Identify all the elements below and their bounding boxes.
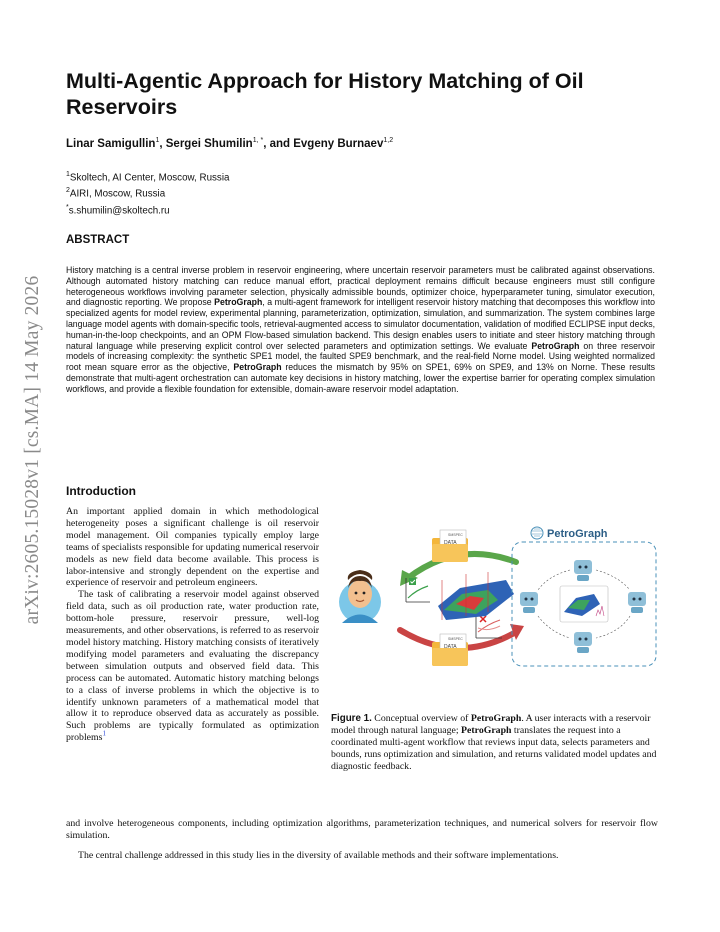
abstract-heading: ABSTRACT [66,234,130,246]
system-name: PetroGraph [461,724,512,736]
author-name: Evgeny Burnaev [293,137,384,150]
data-folder-icon [432,634,468,666]
abstract-text: , a multi-agent framework for intelligent reservoir history matching that decomposes this workflow into specialized agents for model review, experimental planning, parameterization, optimization, simulation, and summarization. The system combines large language model agents with domain-specific tools, retrieval-augmented access to simulator documentation, validation of modified ECLIPSE input decks, human-in-the-loop checkpoints, and an OPM Flow-based simulation backend. This design enables users to initiate and steer history matching through natural language while preserving explicit control over selected parameters and optimization settings. We evaluate [66,297,655,351]
abstract-text: History matching is a central inverse problem in reservoir engineering, where uncertain reservoir parameters must be calibrated against observations. Although automated history matching can reduce manual effort, practical deployment remains difficult because engineers must still configure heterogeneous workflows involving parameter selection, physically admissible bounds, optimizer choice, hyperparameter tuning, simulator execution, and diagnostic reporting. We propose [66,265,655,308]
folder-file-label: SMSPEC [448,533,463,537]
affiliation-text: Skoltech, AI Center, Moscow, Russia [69,172,230,184]
arxiv-id: arXiv:2605.15028v1 [cs.MA] 14 May 2026 [22,275,43,625]
figure-conceptual-overview [338,520,660,670]
email-text[interactable]: s.shumilin@skoltech.ru [68,204,170,216]
data-folder-icon [432,530,468,562]
author-separator: , [159,137,166,150]
affiliation [66,168,229,184]
workspace-panel-icon [560,586,608,622]
affiliation-list [66,168,229,217]
author-affil-mark: 1 [155,137,160,144]
abstract-text: on three reservoir models of increasing complexity: the synthetic SPE1 model, the faulted SPE9 benchmark, and the real-field Norne model. Using weighted normalized root mean square error as the objective, [66,340,655,373]
intro-paragraph: An important applied domain in which methodological heterogeneity poses a significant challenge is oil reservoir model management. Oil companies typically employ large teams of specialists responsible for updating numerical reservoir models as new field data become available. This process is labor-intensive and strongly dependent on the expertise and experience of reservoir and petroleum engineers. [66,506,319,589]
contact-email[interactable] [66,201,229,217]
paper-title: Multi-Agentic Approach for History Matching of Oil Reservoirs [66,69,584,119]
introduction-heading: Introduction [66,484,136,498]
citation-link[interactable]: 1 [102,729,106,738]
folder-data-label: DATA [444,540,457,546]
intro-paragraph-continuation: and involve heterogeneous components, including optimization algorithms, parameterization techniques, and numerical solvers for reservoir flow simulation. [66,818,658,841]
affiliation-mark: 1 [66,171,70,178]
author-separator: , and [263,137,294,150]
author-affil-mark: 1, * [252,137,264,144]
intro-paragraph: The central challenge addressed in this study lies in the diversity of available methods and their software implementations. [78,850,559,861]
user-avatar-icon [339,570,381,623]
agent-robot-icon [520,592,538,613]
affiliation [66,184,229,200]
caption-text: . A user interacts with a reservoir model through natural language; [331,713,651,736]
affiliation-mark: * [66,203,69,211]
caption-text: Conceptual overview of [371,713,471,724]
petrograph-brand-label: PetroGraph [547,528,608,540]
affiliation-mark: 2 [66,187,70,195]
agent-robot-icon [574,632,592,653]
folder-file-label: SMSPEC [448,637,463,641]
author-name: Linar Samigullin [66,137,156,150]
author-name: Sergei Shumilin [165,137,253,150]
abstract-text: reduces the mismatch by 95% on SPE1, 69% on SPE9, and 13% on Norne. These results demonstrate that multi-agent orchestration can automate key decisions in history matching, lower the expertise barrier for operating complex simulation workflows, and provide a flexible foundation for extensible, domain-aware reservoir model adaptation. [66,362,655,394]
agent-robot-icon [628,592,646,613]
intro-text: The task of calibrating a reservoir model against observed field data, such as oil production rate, water production rate, bottom-hole pressure, reservoir pressure, well-log measurements, and other observations, is referred to as reservoir model history matching. History matching consists of iteratively modifying model parameters and evaluating the discrepancy between simulation outputs and observed field data. This process can be automated. Automatic history matching belongs to a class of inverse problems in which the objective is to identify unknown parameters of a mathematical model that allow it to reproduce observed data as accurately as possible. Such problems are typically formulated as optimization problems [66,589,319,744]
caption-text: translates the request into a coordinated multi-agent workflow that reviews input data, selects parameters and bounds, runs optimization and simulation, and returns validated model updates and diagnostic feedback. [331,724,657,772]
intro-paragraph [66,589,319,744]
arxiv-stamp [18,250,48,650]
author-affil-mark: 1,2 [383,137,394,144]
system-name: PetroGraph [214,297,263,308]
system-name: PetroGraph [233,362,282,373]
author-list [66,137,393,150]
figure-caption [331,713,659,773]
folder-data-label: DATA [444,644,457,650]
agent-robot-icon [574,560,592,581]
system-name: PetroGraph [531,340,580,351]
reservoir-model-icon [438,572,514,620]
system-name: PetroGraph [470,713,522,724]
figure-label: Figure 1. [331,713,372,724]
introduction-column [66,506,319,744]
affiliation-text: AIRI, Moscow, Russia [69,188,166,200]
abstract-body [66,265,655,395]
petrograph-logo-icon [531,527,543,539]
plot-good-icon [406,578,430,602]
